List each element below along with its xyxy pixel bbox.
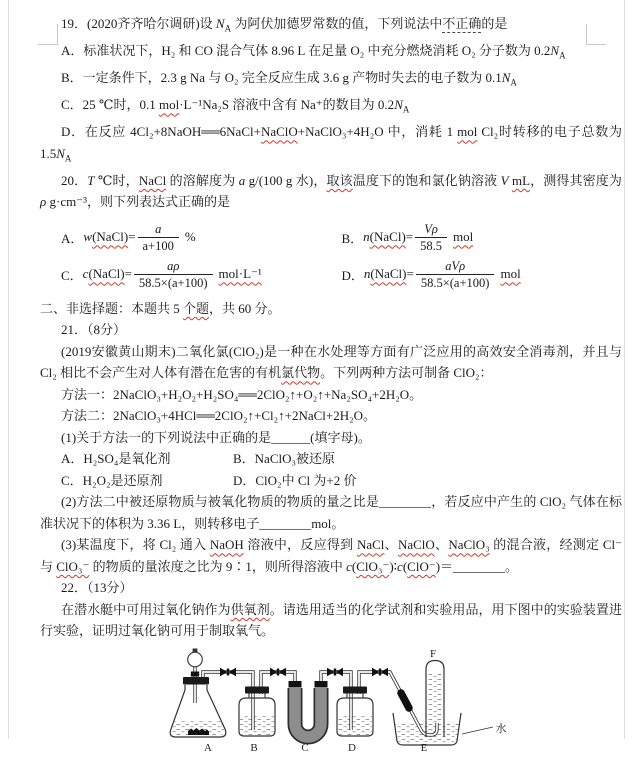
question-19-option-c: C．25 ℃时，0.1 mol·L⁻¹Na₂S 溶液中含有 Na⁺的数目为 $0.2N_A$ (61, 97, 410, 115)
formula-symbol: c (82, 266, 89, 282)
question-20-option-c (61, 256, 342, 293)
label-e: E (420, 741, 428, 754)
question-21-option-b: B．NaClO₃被还原 (233, 451, 336, 467)
unit-label: mol (500, 266, 521, 282)
page-edge-right (624, 0, 625, 739)
water-pointer-line (462, 727, 493, 734)
question-20-option-d (342, 256, 623, 293)
question-21-part-2: (2)方法二中被还原物质与被氧化物质的物质的量之比是________，若反应中产生的 ClO₂ 气体在标准状况下的体积为 3.36 L，则转移电子________mol。 (40, 494, 622, 531)
rubber-sleeve (401, 693, 409, 708)
question-19-option-d: D．在反应 4Cl₂+8NaOH══6NaCl+NaClO+NaClO₃+4H₂O 中，消耗 1 mol Cl₂时转移的电子总数为 $1.5N_A$ (40, 124, 622, 164)
question-20-option-a (61, 219, 342, 256)
dropping-funnel (188, 648, 203, 676)
question-21-intro: (2019安徽黄山期末)二氧化氯(ClO₂)是一种在水处理等方面有广泛应用的高效安全消毒剂，并且与 Cl₂ 相比不会产生对人体有潜在危害的有机氯代物。下列两种方法可制备 ClO₂： (40, 343, 622, 381)
equals-sign: = (128, 229, 136, 245)
option-letter: C． (61, 267, 83, 283)
equals-sign: = (405, 229, 414, 245)
option-letter: B． (341, 230, 364, 246)
formula-symbol: n (363, 266, 371, 282)
fraction: $\frac{\text{aVρ}}{58.5\times(a+100)}$ (416, 258, 495, 291)
label-b: B (250, 741, 258, 754)
experiment-apparatus-diagram (158, 648, 520, 758)
unit-label: % (184, 229, 196, 245)
formula-argument: (NaCl) (369, 229, 406, 245)
question-21-part-1: (1)关于方法一的下列说法中正确的是______(填字母)。 (61, 429, 371, 445)
formula-symbol: n (363, 229, 370, 245)
formula-argument: (NaCl) (92, 229, 129, 245)
rubber-stopper (245, 686, 269, 693)
question-20-stem: 20．T ℃时，NaCl 的溶解度为 a g/(100 g 水)，取该温度下的饱和氯化钠溶液 V mL，测得其密度为 ρ g·cm⁻³，则下列表达式正确的是 (40, 172, 622, 210)
fraction: $\frac{V\rho}{58.5}$ (415, 221, 447, 254)
question-19-option-a: A．标准状况下，H₂ 和 CO 混合气体 8.96 L 在足量 O₂ 中充分燃烧消耗 O₂ 分子数为 $0.2N_A$ (61, 43, 566, 61)
section-2-heading: 二、非选择题：本题共 5 个题，共 60 分。 (40, 300, 281, 316)
equals-sign: = (124, 266, 132, 282)
label-f: F (429, 647, 437, 660)
apparatus-svg (158, 648, 520, 754)
unit-label: mol (453, 229, 474, 245)
question-20-option-b (342, 219, 623, 256)
question-22-intro: 在潜水艇中可用过氧化钠作为供氧剂。请选用适当的化学试剂和实验用品，用下图中的实验装置进行实验，证明过氧化钠可用于制取氧气。 (40, 601, 622, 639)
question-21-number: 21．（8分） (61, 322, 127, 338)
document-body (40, 13, 622, 758)
u-tube (289, 681, 328, 737)
rubber-stopper (343, 686, 367, 693)
stopcock (191, 671, 199, 676)
label-d: D (348, 741, 356, 754)
rubber-stopper (183, 677, 209, 685)
formula-argument: (NaCl) (370, 266, 407, 282)
label-c: C (301, 741, 309, 754)
equals-sign: = (406, 266, 414, 282)
question-22-number: 22．（13分） (61, 580, 133, 596)
question-19-option-b: B．一定条件下，2.3 g Na 与 O₂ 完全反应生成 3.6 g 产物时失去的电子数为 $0.1N_A$ (61, 70, 517, 88)
method-2-equation: 方法二：2NaClO₃+4HCl══2ClO₂↑+Cl₂↑+2NaCl+2H₂O。 (61, 408, 377, 424)
water-label: 水 (495, 722, 507, 735)
unit-label: mol·L⁻¹ (218, 266, 262, 282)
page-edge-left (8, 0, 9, 739)
question-21-part-3: (3)某温度下，将 Cl₂ 通入 NaOH 溶液中，反应得到 NaCl、NaClO、NaClO₃ 的混合液，经测定 Cl⁻与 ClO₃⁻ 的物质的量浓度之比为 9∶1，则所得溶液中 c(ClO₃⁻)∶c(ClO⁻)＝________。 (40, 537, 622, 574)
apparatus-labels (204, 648, 506, 754)
formula-symbol: w (83, 229, 93, 245)
fraction: $\frac{a\rho}{58.5\times(a+100)}$ (134, 258, 213, 291)
formula-argument: (NaCl) (88, 266, 125, 282)
method-1-equation: 方法一：2NaClO₃+H₂O₂+H₂SO₄══2ClO₂↑+O₂↑+Na₂SO₄+2H₂O。 (61, 386, 423, 402)
question-21-option-d: D．ClO₂中 Cl 为+2 价 (233, 472, 357, 488)
fraction: $\frac{a}{a+100}$ (138, 221, 179, 254)
option-letter: D． (341, 267, 364, 283)
label-a: A (204, 741, 212, 754)
question-20-options (40, 219, 622, 293)
question-19-stem: 19．(2020齐齐哈尔调研)设 $N_A$ 为阿伏加德罗常数的值，下列说法中不正确的是 (61, 16, 508, 34)
question-21-option-a: A．H₂SO₄是氧化剂 (61, 451, 171, 467)
question-21-options (40, 448, 622, 491)
question-21-option-c: C．H₂O₂是还原剂 (61, 472, 163, 488)
option-letter: A． (61, 230, 84, 246)
